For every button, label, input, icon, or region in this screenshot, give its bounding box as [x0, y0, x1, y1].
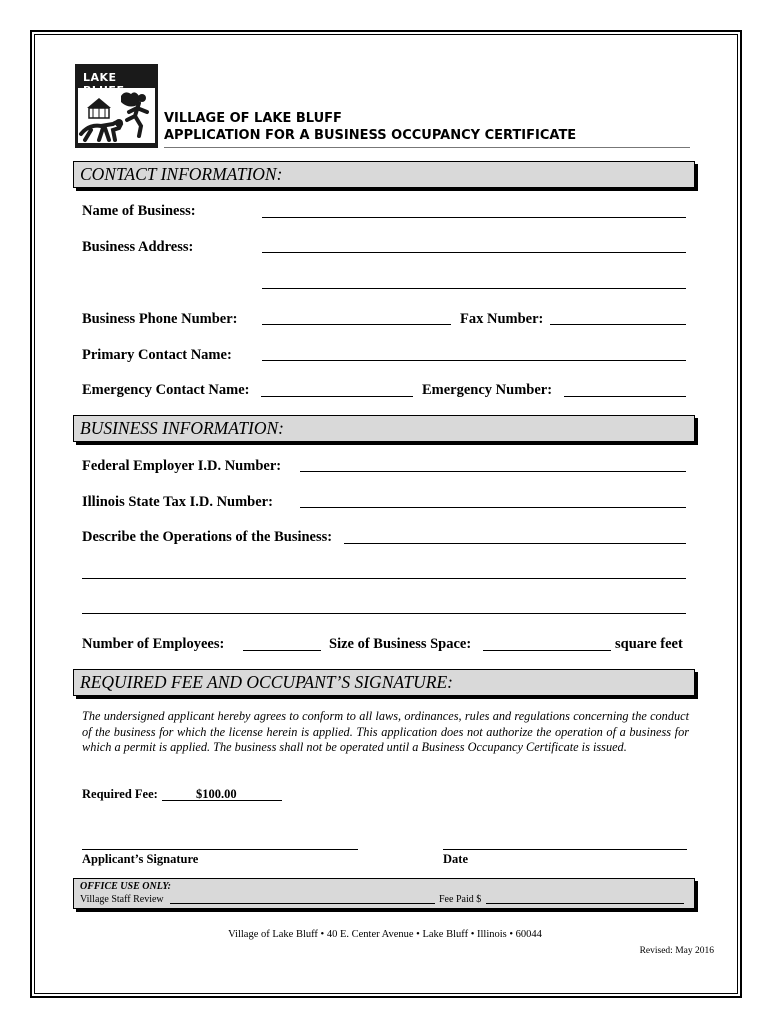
- section-business-information: [73, 415, 695, 442]
- section-contact-information: [73, 161, 695, 188]
- fee-paid-field[interactable]: [486, 903, 684, 904]
- business-address-field-2[interactable]: [262, 288, 686, 289]
- header-rule: [164, 147, 690, 148]
- state-tax-id-label: Illinois State Tax I.D. Number:: [82, 494, 273, 510]
- fax-number-label: Fax Number:: [460, 311, 544, 327]
- describe-operations-field-2[interactable]: [82, 578, 686, 579]
- describe-operations-field-1[interactable]: [344, 543, 686, 544]
- required-fee-label: Required Fee:: [82, 787, 158, 801]
- date-label: Date: [443, 852, 468, 866]
- primary-contact-field[interactable]: [262, 360, 686, 361]
- emergency-contact-label: Emergency Contact Name:: [82, 382, 250, 398]
- describe-operations-label: Describe the Operations of the Business:: [82, 529, 333, 545]
- describe-operations-field-3[interactable]: [82, 613, 686, 614]
- business-space-field[interactable]: [483, 650, 611, 651]
- lake-bluff-logo: [75, 64, 158, 148]
- date-field[interactable]: [443, 849, 687, 850]
- staff-review-label: Village Staff Review: [80, 894, 164, 905]
- square-feet-label: square feet: [615, 636, 683, 652]
- footer-address: Village of Lake Bluff • 40 E. Center Avenue • Lake Bluff • Illinois • 60044: [228, 929, 542, 940]
- staff-review-field[interactable]: [170, 903, 435, 904]
- emergency-number-field[interactable]: [564, 396, 686, 397]
- business-address-field-1[interactable]: [262, 252, 686, 253]
- section-title: REQUIRED FEE AND OCCUPANT’S SIGNATURE:: [80, 672, 453, 692]
- office-use-box: [73, 878, 695, 909]
- applicant-signature-field[interactable]: [82, 849, 358, 850]
- section-required-fee: [73, 669, 695, 696]
- fee-paid-label: Fee Paid $: [439, 894, 482, 905]
- emergency-contact-field[interactable]: [261, 396, 413, 397]
- primary-contact-label: Primary Contact Name:: [82, 347, 232, 363]
- required-fee-value: $100.00: [196, 787, 237, 801]
- employees-field[interactable]: [243, 650, 321, 651]
- fein-field[interactable]: [300, 471, 686, 472]
- logo-text: LAKE BLUFF: [83, 71, 125, 97]
- section-title: BUSINESS INFORMATION:: [80, 418, 284, 438]
- business-address-label: Business Address:: [82, 239, 194, 255]
- agreement-paragraph: The undersigned applicant hereby agrees to conform to all laws, ordinances, rules and regulations concerning the conduct of the business for which the license herein is applied. This application does not authorize the operation of a business for which a permit is applied. The business shall not be operated until a Business Occupancy Certificate is issued.: [82, 709, 689, 755]
- state-tax-id-field[interactable]: [300, 507, 686, 508]
- section-title: CONTACT INFORMATION:: [80, 164, 283, 184]
- business-phone-label: Business Phone Number:: [82, 311, 238, 327]
- business-space-label: Size of Business Space:: [329, 636, 472, 652]
- header-subtitle: APPLICATION FOR A BUSINESS OCCUPANCY CERTIFICATE: [164, 128, 577, 143]
- office-use-title: OFFICE USE ONLY:: [80, 881, 171, 892]
- fein-label: Federal Employer I.D. Number:: [82, 458, 282, 474]
- business-phone-field[interactable]: [262, 324, 451, 325]
- fax-number-field[interactable]: [550, 324, 686, 325]
- revised-date: Revised: May 2016: [639, 946, 714, 956]
- employees-label: Number of Employees:: [82, 636, 225, 652]
- emergency-number-label: Emergency Number:: [422, 382, 553, 398]
- name-of-business-field[interactable]: [262, 217, 686, 218]
- name-of-business-label: Name of Business:: [82, 203, 196, 219]
- applicant-signature-label: Applicant’s Signature: [82, 852, 199, 866]
- header-title: VILLAGE OF LAKE BLUFF: [164, 111, 342, 126]
